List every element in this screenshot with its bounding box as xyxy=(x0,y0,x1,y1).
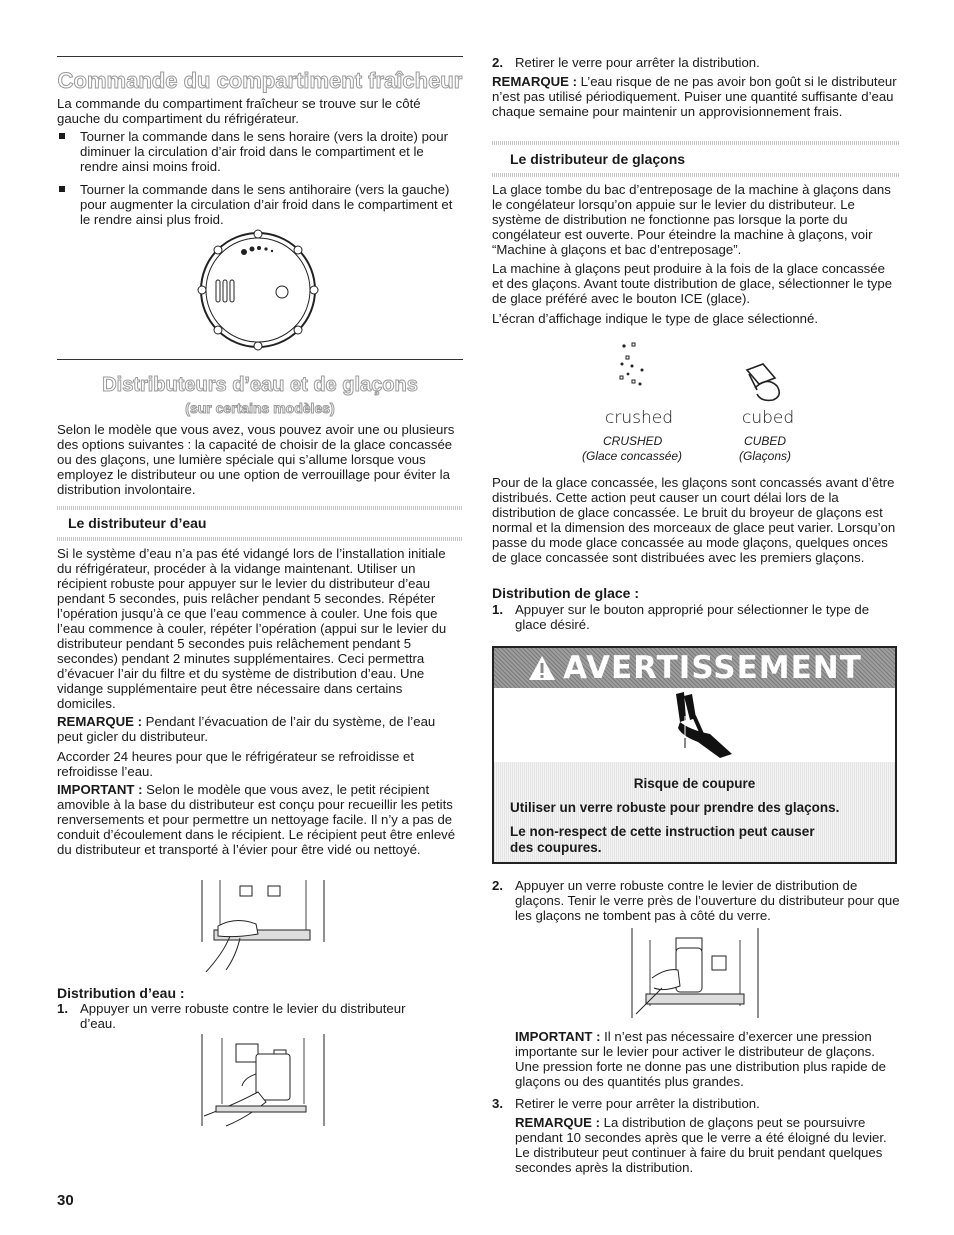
warning-title: AVERTISSEMENT xyxy=(563,650,862,686)
ice-step-2: Appuyer un verre robuste contre le levier de distribution de glaçons. Tenir le verre près de l’ouverture du distributeur pour que les glaçons ne tombent pas à côté du verre. xyxy=(515,878,900,923)
dispensers-title: Distributeurs d’eau et de glaçons xyxy=(102,374,418,396)
remarque-text: Pendant l’évacuation de l’air du système, de l’eau peut gicler du distributeur. xyxy=(57,714,436,744)
water-dispenser-heading: Le distributeur d’eau xyxy=(68,515,207,531)
important-label: IMPORTANT : xyxy=(57,782,143,797)
ice-dispenser-heading: Le distributeur de glaçons xyxy=(510,151,686,167)
ice-paragraph-2: La machine à glaçons peut produire à la fois de la glace concassée et des glaçons. Avant toute distribution de glace, sélectionner le type de glace préféré avec le bouton ICE (glace). xyxy=(492,261,893,306)
cut-hand-icon xyxy=(670,690,740,760)
water-paragraph-1: Si le système d’eau n’a pas été vidangé lors de l’installation initiale du réfrigérateur, procéder à la vidange maintenant. Utiliser un récipient robuste pour appuyer sur le levier du distributeur d’eau pendant 5 secondes, puis relâcher pendant 5 secondes. Répéter l’opération jusqu’à ce que l’eau commence à couler. Une fois que l’eau commence à couler, répéter l’opération (appui sur le levier du distributeur pendant 5 secondes puis relâchement pendant 5 secondes) pendant 2 minutes supplémentaires. Ceci permettra d’évacuer l’air du filtre et du système de distribution d’eau. Une vidange supplémentaire peut être nécessaire dans certains domiciles. xyxy=(57,546,447,711)
warning-text-area xyxy=(494,762,895,862)
warning-triangle-icon xyxy=(527,654,557,682)
warning-line-1: Utiliser un verre robuste pour prendre des glaçons. xyxy=(510,800,840,815)
water-paragraph-3: Accorder 24 heures pour que le réfrigérateur se refroidisse et refroidisse l’eau. xyxy=(57,749,414,779)
ice-distribution-heading: Distribution de glace : xyxy=(492,585,640,601)
water-remarque-2 xyxy=(492,74,898,119)
water-distribution-heading: Distribution d’eau : xyxy=(57,985,185,1001)
bullet-icon xyxy=(59,133,65,139)
important-text: Il n’est pas nécessaire d’exercer une pression importante sur le levier pour activer le distributeur de glaçons. Une pression forte ne donne pas une distribution plus rapide de glaçons ou des quantités plus grandes. xyxy=(515,1029,886,1089)
important-label: IMPORTANT : xyxy=(515,1029,601,1044)
heading-hatch xyxy=(57,506,463,510)
crushed-caption: CRUSHED xyxy=(603,434,663,448)
remarque-label: REMARQUE : xyxy=(57,714,142,729)
page-number: 30 xyxy=(57,1192,74,1209)
ice-step-1: Appuyer sur le bouton approprié pour sélectionner le type de glace désiré. xyxy=(515,602,870,632)
cubed-caption-fr: (Glaçons) xyxy=(739,449,792,463)
water-important xyxy=(57,782,461,857)
section-rule xyxy=(57,359,463,360)
control-dial-icon xyxy=(196,228,321,353)
fresh-bullet-2: Tourner la commande dans le sens antihoraire (vers la gauche) pour augmenter la circulation d’air froid dans le compartiment et le rendre ainsi plus froid. xyxy=(80,182,453,227)
heading-hatch xyxy=(57,537,463,541)
ice-paragraph-3: L’écran d’affichage indique le type de glace sélectionné. xyxy=(492,311,819,326)
step-number: 2. xyxy=(492,878,503,893)
step-number: 2. xyxy=(492,55,503,70)
fresh-bullet-1: Tourner la commande dans le sens horaire (vers la droite) pour diminuer la circulation d’air froid dans le compartiment et le rendre ainsi moins froid. xyxy=(80,129,448,174)
glass-ice-dispenser-icon xyxy=(628,928,762,1024)
dispenser-pan-icon xyxy=(196,880,330,972)
crushed-display-label: crushed xyxy=(605,408,673,428)
cubed-display-label: cubed xyxy=(742,408,795,428)
top-rule-left xyxy=(57,56,463,57)
glass-dispenser-icon xyxy=(196,1034,330,1130)
crushed-caption-fr: (Glace concassée) xyxy=(582,449,683,463)
bullet-icon xyxy=(59,186,65,192)
remarque-text: La distribution de glaçons peut se poursuivre pendant 10 secondes après que le verre a été éloigné du levier. Le distributeur peut continuer à faire du bruit pendant quelques secondes après la distribution. xyxy=(515,1115,887,1175)
cubed-caption: CUBED xyxy=(744,434,787,448)
step-number: 1. xyxy=(57,1001,68,1016)
step-number: 1. xyxy=(492,602,503,617)
water-remarque xyxy=(57,714,463,744)
ice-remarque xyxy=(515,1115,900,1175)
ice-paragraph-1: La glace tombe du bac d’entreposage de la machine à glaçons dans le congélateur lorsqu’on appuie sur le levier du distributeur. Le système de distribution ne fonctionne pas lorsque la porte du congélateur est ouverte. Pour éteindre la machine à glaçons, voir “Machine à glaçons et bac d’entreposage”. xyxy=(492,182,891,257)
warning-header xyxy=(494,648,895,688)
ice-paragraph-4: Pour de la glace concassée, les glaçons sont concassés avant d’être distribués. Cette action peut causer un court délai lors de la distribution de glace concassée. Le bruit du broyeur de glaçons est normal et la dimension des morceaux de glace peut varier. Lorsqu’on passe du mode glace concassée au mode glaçons, quelques onces de glace concassée sont distribuées avec les premiers glaçons. xyxy=(492,475,896,565)
warning-risk: Risque de coupure xyxy=(633,776,756,791)
warning-line-2: Le non-respect de cette instruction peut causer des coupures. xyxy=(510,824,815,855)
ice-step-3: Retirer le verre pour arrêter la distribution. xyxy=(515,1096,760,1111)
heading-hatch xyxy=(492,173,900,177)
important-text: Selon le modèle que vous avez, le petit récipient amovible à la base du distributeur est conçu pour recueillir les petits renversements et pour permettre un nettoyage facile. Il n’y a pas de conduit d’écoulement dans le récipient. Le récipient peut être enlevé du distributeur et transporté à l’évier pour être vidé ou nettoyé. xyxy=(57,782,456,857)
fresh-food-intro: La commande du compartiment fraîcheur se trouve sur le côté gauche du compartiment du réfrigérateur. xyxy=(57,96,421,126)
remarque-label: REMARQUE : xyxy=(492,74,577,89)
water-step-1: Appuyer un verre robuste contre le levier du distributeur d’eau. xyxy=(80,1001,406,1031)
cubed-ice-icon xyxy=(743,360,787,404)
step-number: 3. xyxy=(492,1096,503,1111)
warning-box xyxy=(492,646,897,864)
ice-important xyxy=(515,1029,900,1089)
heading-hatch xyxy=(492,141,900,145)
water-step-2: Retirer le verre pour arrêter la distribution. xyxy=(515,55,760,70)
dispensers-intro: Selon le modèle que vous avez, vous pouvez avoir une ou plusieurs des options suivantes : la capacité de choisir de la glace concassée ou des glaçons, une lumière spéciale qui s’allume lorsque vous employez le distributeur ou une option de verrouillage pour éviter la distribution involontaire. xyxy=(57,422,455,497)
crushed-ice-icon xyxy=(612,340,660,392)
remarque-text: L’eau risque de ne pas avoir bon goût si le distributeur n’est pas utilisé périodiquement. Puiser une quantité suffisante d’eau chaque semaine pour maintenir un approvisionnement frais. xyxy=(492,74,897,119)
remarque-label: REMARQUE : xyxy=(515,1115,600,1130)
fresh-food-control-title: Commande du compartiment fraîcheur xyxy=(57,68,463,93)
dispensers-subtitle: (sur certains modèles) xyxy=(185,400,335,416)
